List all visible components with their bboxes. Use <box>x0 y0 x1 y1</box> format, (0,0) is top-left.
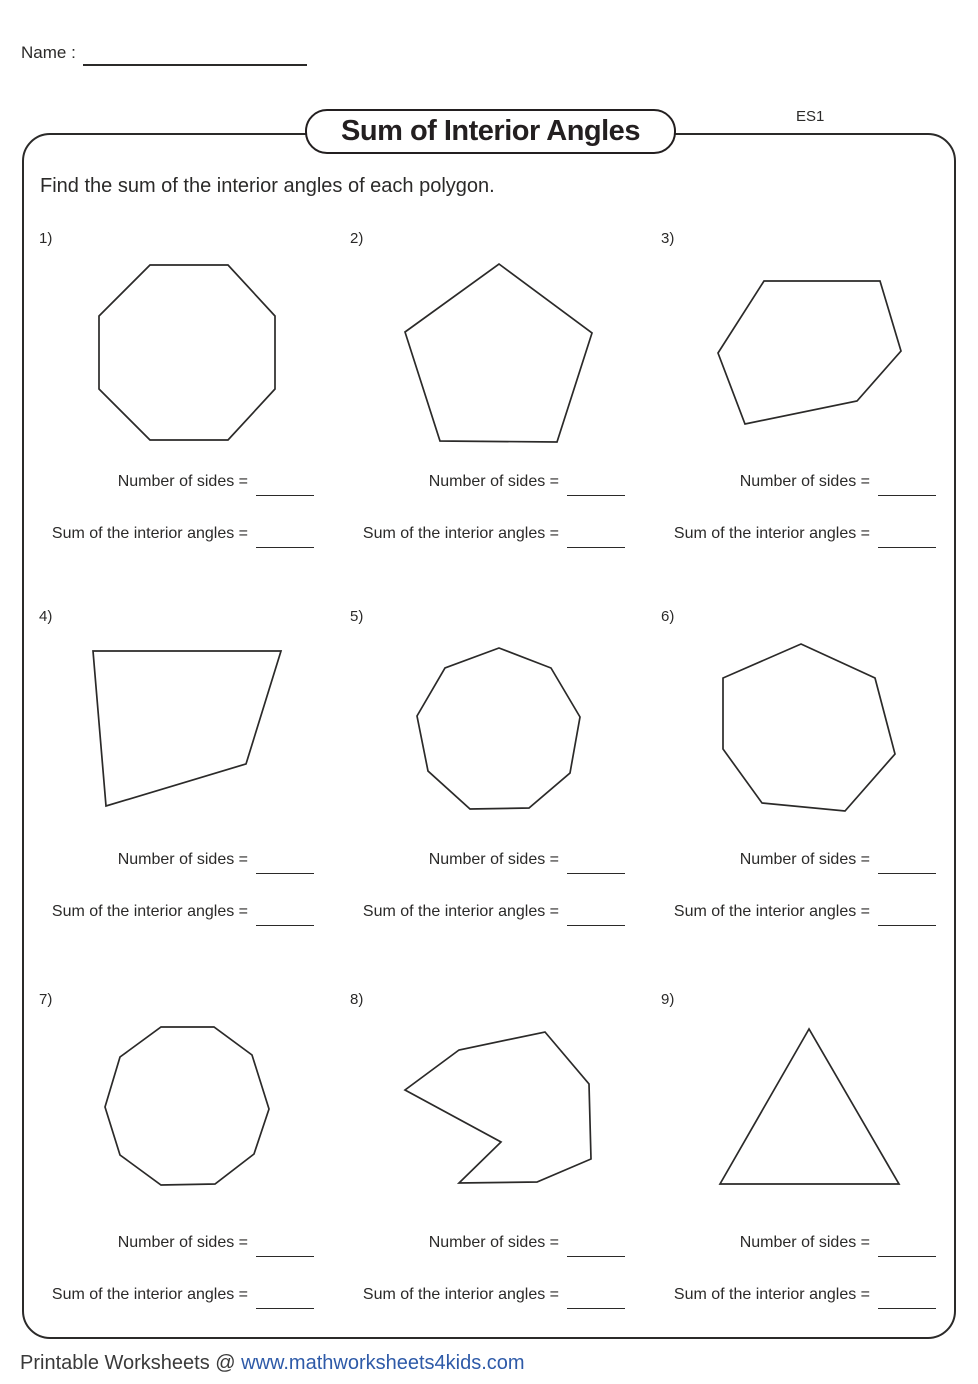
triangle-outline <box>720 1029 899 1184</box>
polygon-triangle <box>646 1022 957 1207</box>
footer-prefix: Printable Worksheets @ <box>20 1352 242 1374</box>
instruction-text: Find the sum of the interior angles of each polygon. <box>40 175 495 197</box>
sides-label: Number of sides = <box>117 851 248 868</box>
quadrilateral-outline <box>93 651 281 806</box>
sides-answer-line[interactable] <box>567 485 625 496</box>
sum-answer-line[interactable] <box>256 915 314 926</box>
polygon-decagon <box>24 1022 335 1207</box>
sides-label: Number of sides = <box>117 473 248 490</box>
sides-answer-row <box>24 849 314 869</box>
sides-answer-row <box>335 1232 625 1252</box>
sum-answer-line[interactable] <box>256 537 314 548</box>
worksheet-code: ES1 <box>796 108 825 125</box>
footer <box>20 1352 525 1375</box>
problem-8 <box>335 985 646 1350</box>
sum-label: Sum of the interior angles = <box>362 525 559 542</box>
sum-answer-line[interactable] <box>878 537 936 548</box>
sum-answer-row <box>335 523 625 543</box>
problem-number: 8) <box>350 991 364 1008</box>
problem-number: 2) <box>350 230 364 247</box>
problem-7 <box>24 985 335 1350</box>
problem-5 <box>335 602 646 967</box>
polygon-quadrilateral <box>24 639 335 824</box>
sides-answer-line[interactable] <box>256 1246 314 1257</box>
sum-label: Sum of the interior angles = <box>362 1286 559 1303</box>
problem-6 <box>646 602 957 967</box>
sum-answer-row <box>335 1284 625 1304</box>
sum-answer-row <box>24 523 314 543</box>
sides-answer-line[interactable] <box>256 863 314 874</box>
worksheet-title-pill <box>305 109 676 154</box>
problem-number: 9) <box>661 991 675 1008</box>
sum-label: Sum of the interior angles = <box>51 903 248 920</box>
decagon-outline <box>105 1027 269 1185</box>
problem-3 <box>646 224 957 589</box>
sum-answer-line[interactable] <box>567 537 625 548</box>
sides-answer-line[interactable] <box>567 863 625 874</box>
polygon-pentagon <box>335 261 646 446</box>
polygon-octagon <box>24 261 335 446</box>
polygon-nonagon <box>335 639 646 824</box>
octagon-outline <box>99 265 275 440</box>
sides-answer-row <box>646 471 936 491</box>
nonagon-outline <box>417 648 580 809</box>
problem-9 <box>646 985 957 1350</box>
sides-answer-row <box>335 471 625 491</box>
sides-answer-line[interactable] <box>878 485 936 496</box>
sum-answer-line[interactable] <box>878 915 936 926</box>
sides-label: Number of sides = <box>428 1234 559 1251</box>
sum-answer-row <box>646 523 936 543</box>
sum-label: Sum of the interior angles = <box>51 525 248 542</box>
sides-answer-line[interactable] <box>256 485 314 496</box>
sides-answer-row <box>24 1232 314 1252</box>
sides-label: Number of sides = <box>428 473 559 490</box>
problem-number: 5) <box>350 608 364 625</box>
sides-answer-row <box>646 849 936 869</box>
sum-answer-line[interactable] <box>878 1298 936 1309</box>
sides-label: Number of sides = <box>117 1234 248 1251</box>
sum-answer-row <box>335 901 625 921</box>
sides-answer-row <box>646 1232 936 1252</box>
sum-label: Sum of the interior angles = <box>673 1286 870 1303</box>
sides-answer-row <box>24 471 314 491</box>
problem-number: 7) <box>39 991 53 1008</box>
polygon-heptagon <box>646 639 957 824</box>
sum-answer-row <box>646 901 936 921</box>
sum-label: Sum of the interior angles = <box>673 903 870 920</box>
sum-answer-line[interactable] <box>567 1298 625 1309</box>
sum-answer-line[interactable] <box>256 1298 314 1309</box>
worksheet-frame <box>22 133 956 1339</box>
hexagon-outline <box>718 281 901 424</box>
problem-number: 1) <box>39 230 53 247</box>
footer-link[interactable]: www.mathworksheets4kids.com <box>241 1352 525 1374</box>
sides-label: Number of sides = <box>739 1234 870 1251</box>
sum-label: Sum of the interior angles = <box>362 903 559 920</box>
sides-label: Number of sides = <box>739 851 870 868</box>
problem-2 <box>335 224 646 589</box>
sum-label: Sum of the interior angles = <box>51 1286 248 1303</box>
worksheet-title: Sum of Interior Angles <box>341 115 640 147</box>
sides-answer-line[interactable] <box>878 863 936 874</box>
sides-label: Number of sides = <box>428 851 559 868</box>
sides-label: Number of sides = <box>739 473 870 490</box>
concave-octagon-outline <box>405 1032 591 1183</box>
pentagon-outline <box>405 264 592 442</box>
sum-label: Sum of the interior angles = <box>673 525 870 542</box>
polygon-hexagon <box>646 261 957 446</box>
problem-1 <box>24 224 335 589</box>
sides-answer-line[interactable] <box>567 1246 625 1257</box>
sides-answer-row <box>335 849 625 869</box>
sum-answer-row <box>24 1284 314 1304</box>
heptagon-outline <box>723 644 895 811</box>
sum-answer-line[interactable] <box>567 915 625 926</box>
sum-answer-row <box>24 901 314 921</box>
sides-answer-line[interactable] <box>878 1246 936 1257</box>
problem-number: 6) <box>661 608 675 625</box>
problem-4 <box>24 602 335 967</box>
problem-number: 4) <box>39 608 53 625</box>
sum-answer-row <box>646 1284 936 1304</box>
name-input-line[interactable] <box>83 46 307 66</box>
problem-number: 3) <box>661 230 675 247</box>
polygon-concave-octagon <box>335 1022 646 1207</box>
name-label: Name : <box>21 43 76 62</box>
